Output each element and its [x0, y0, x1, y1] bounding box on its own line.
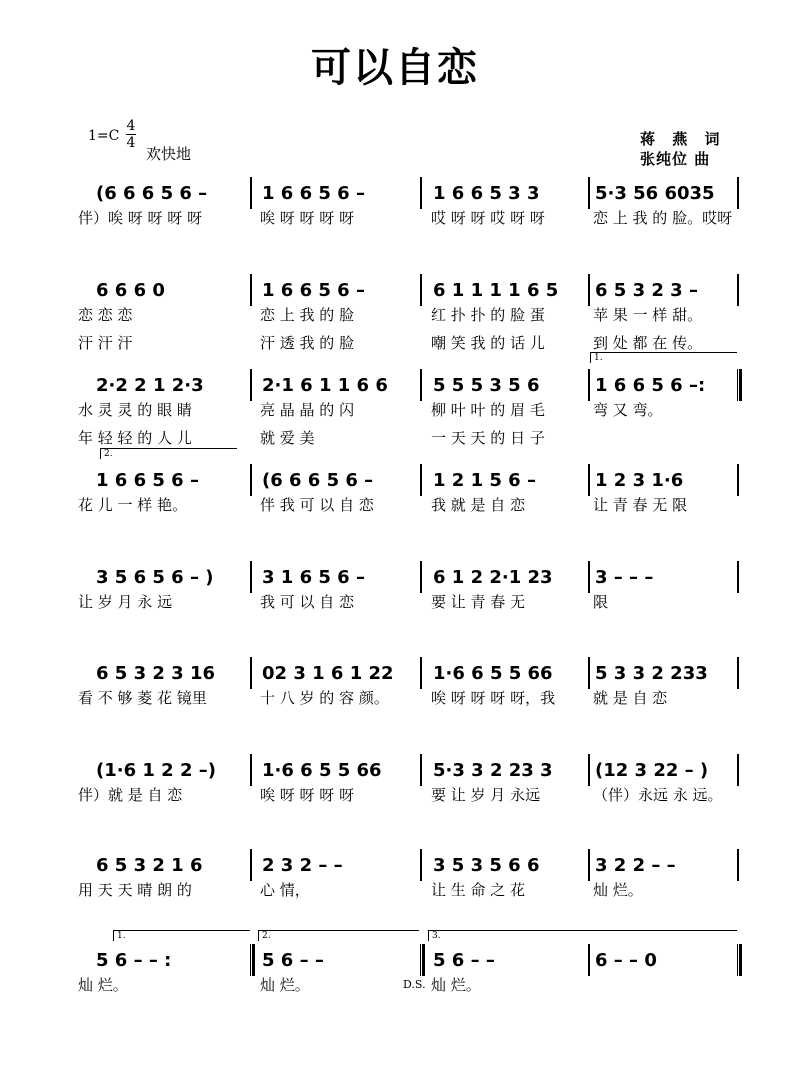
measure-notes: 02 3 1 6 1 22: [262, 663, 394, 684]
measure-notes: 1 6 6 5 6 –: [262, 280, 365, 301]
lyric-text: 让 生 命 之 花: [431, 881, 526, 899]
time-sig-top: 4: [126, 118, 136, 134]
lyric-text: 限: [593, 593, 609, 611]
time-sig-bottom: 4: [126, 135, 136, 151]
barline: [588, 754, 590, 786]
lyric-text: 灿 烂。: [431, 976, 481, 994]
lyric-text: 恋 上 我 的 脸。哎呀: [593, 209, 733, 227]
lyric-text: 灿 烂。: [78, 976, 128, 994]
measure-notes: 1·6 6 5 5 66: [262, 760, 382, 781]
measure-notes: (12 3 22 – ): [595, 760, 709, 781]
lyric-text: 让 岁 月 永 远: [78, 593, 173, 611]
barline: [420, 177, 422, 209]
barline: [588, 177, 590, 209]
lyric-text: 花 儿 一 样 艳。: [78, 496, 188, 514]
measure-notes: 6 5 3 2 3 –: [595, 280, 698, 301]
ds-mark: D.S.: [403, 978, 426, 991]
lyric-text: 就 爱 美: [260, 429, 315, 447]
measure-notes: 6 5 3 2 3 16: [96, 663, 216, 684]
measure-notes: 5 5 5 3 5 6: [433, 375, 540, 396]
lyric-text: 唉 呀 呀 呀 呀: [260, 786, 355, 804]
measure-notes: 5 6 – –: [262, 950, 324, 971]
barline: [737, 849, 739, 881]
lyric-text: 恋 恋 恋: [78, 306, 133, 324]
measure-notes: 5 6 – – :: [96, 950, 172, 971]
barline: [420, 369, 422, 401]
lyric-text: 唉 呀 呀 呀 呀: [260, 209, 355, 227]
measure-notes: 5 3 3 2 233: [595, 663, 708, 684]
double-barline: [737, 944, 742, 976]
measure-notes: 5·3 3 2 23 3: [433, 760, 553, 781]
lyric-text: 恋 上 我 的 脸: [260, 306, 355, 324]
lyric-text: 红 扑 扑 的 脸 蛋: [431, 306, 545, 324]
barline: [250, 657, 252, 689]
measure-notes: 1·6 6 5 5 66: [433, 663, 553, 684]
lyric-text: 要 让 岁 月 永远: [431, 786, 541, 804]
lyric-text: 年 轻 轻 的 人 儿: [78, 429, 192, 447]
lyric-text: 心 情，: [260, 881, 310, 899]
barline: [737, 754, 739, 786]
lyric-text: 弯 又 弯。: [593, 401, 663, 419]
volta-bracket: [590, 352, 737, 363]
barline: [737, 274, 739, 306]
barline: [737, 464, 739, 496]
lyric-text: 让 青 春 无 限: [593, 496, 688, 514]
tempo-marking: 欢快地: [146, 145, 192, 163]
barline: [588, 369, 590, 401]
barline: [737, 561, 739, 593]
lyric-text: 苹 果 一 样 甜。: [593, 306, 703, 324]
barline: [250, 754, 252, 786]
barline: [588, 944, 590, 976]
measure-notes: 3 5 3 5 6 6: [433, 855, 540, 876]
measure-notes: 6 1 2 2·1 23: [433, 567, 553, 588]
barline: [420, 274, 422, 306]
lyric-text: 到 处 都 在 传。: [593, 334, 703, 352]
volta-bracket: [100, 448, 237, 459]
measure-notes: 1 6 6 5 3 3: [433, 183, 540, 204]
lyric-text: 汗 汗 汗: [78, 334, 133, 352]
measure-notes: 1 2 1 5 6 –: [433, 470, 536, 491]
composer-credit: 张纯位 曲: [640, 150, 711, 168]
key-signature: 1=C: [88, 128, 120, 144]
barline: [420, 561, 422, 593]
barline: [250, 849, 252, 881]
lyric-text: 亮 晶 晶 的 闪: [260, 401, 355, 419]
measure-notes: 2 3 2 – –: [262, 855, 343, 876]
measure-notes: 5·3 56 6035: [595, 183, 715, 204]
lyric-text: 我 可 以 自 恋: [260, 593, 355, 611]
lyric-text: 水 灵 灵 的 眼 睛: [78, 401, 192, 419]
barline: [250, 274, 252, 306]
lyric-text: （伴）永远 永 远。: [593, 786, 723, 804]
measure-notes: 6 5 3 2 1 6: [96, 855, 203, 876]
barline: [250, 464, 252, 496]
barline: [737, 657, 739, 689]
barline: [250, 561, 252, 593]
lyric-text: 一 天 天 的 日 子: [431, 429, 545, 447]
barline: [250, 369, 252, 401]
lyric-text: 就 是 自 恋: [593, 689, 668, 707]
lyric-text: 柳 叶 叶 的 眉 毛: [431, 401, 545, 419]
measure-notes: (1·6 1 2 2 –): [96, 760, 216, 781]
volta-number: 1.: [594, 353, 603, 363]
lyric-text: 伴 我 可 以 自 恋: [260, 496, 374, 514]
lyric-text: 看 不 够 菱 花 镜里: [78, 689, 207, 707]
volta-number: 2.: [104, 449, 113, 459]
measure-notes: 1 6 6 5 6 –: [96, 470, 199, 491]
measure-notes: 6 6 6 0: [96, 280, 165, 301]
lyric-text: 哎 呀 呀 哎 呀 呀: [431, 209, 545, 227]
barline: [588, 464, 590, 496]
measure-notes: 1 2 3 1·6: [595, 470, 684, 491]
measure-notes: 3 2 2 – –: [595, 855, 676, 876]
measure-notes: 1 6 6 5 6 –:: [595, 375, 706, 396]
measure-notes: 2·1 6 1 1 6 6: [262, 375, 388, 396]
song-title: 可以自恋: [311, 45, 479, 91]
lyric-text: 灿 烂。: [260, 976, 310, 994]
lyric-text: 用 天 天 晴 朗 的: [78, 881, 192, 899]
barline: [420, 754, 422, 786]
lyricist-credit: 蒋 燕 词: [640, 130, 726, 148]
lyric-text: 嘲 笑 我 的 话 儿: [431, 334, 545, 352]
measure-notes: 3 1 6 5 6 –: [262, 567, 365, 588]
lyric-text: 我 就 是 自 恋: [431, 496, 526, 514]
measure-notes: 6 – – 0: [595, 950, 657, 971]
double-barline: [737, 369, 742, 401]
barline: [420, 464, 422, 496]
double-barline: [420, 944, 425, 976]
barline: [588, 561, 590, 593]
measure-notes: 5 6 – –: [433, 950, 495, 971]
barline: [420, 849, 422, 881]
volta-bracket: [428, 930, 737, 941]
lyric-text: 伴）就 是 自 恋: [78, 786, 183, 804]
lyric-text: 唉 呀 呀 呀 呀，我: [431, 689, 556, 707]
measure-notes: 3 5 6 5 6 – ): [96, 567, 214, 588]
barline: [420, 657, 422, 689]
measure-notes: (6 6 6 5 6 –: [262, 470, 374, 491]
lyric-text: 十 八 岁 的 容 颜。: [260, 689, 389, 707]
lyric-text: 汗 透 我 的 脸: [260, 334, 355, 352]
barline: [588, 657, 590, 689]
volta-number: 3.: [432, 931, 441, 941]
measure-notes: (6 6 6 5 6 –: [96, 183, 208, 204]
measure-notes: 3 – – –: [595, 567, 654, 588]
volta-number: 2.: [262, 931, 271, 941]
barline: [737, 177, 739, 209]
double-barline: [250, 944, 255, 976]
lyric-text: 伴）唉 呀 呀 呀 呀: [78, 209, 203, 227]
barline: [250, 177, 252, 209]
measure-notes: 6 1 1 1 1 6 5: [433, 280, 559, 301]
volta-bracket: [113, 930, 250, 941]
lyric-text: 灿 烂。: [593, 881, 643, 899]
measure-notes: 2·2 2 1 2·3: [96, 375, 204, 396]
measure-notes: 1 6 6 5 6 –: [262, 183, 365, 204]
volta-number: 1.: [117, 931, 126, 941]
volta-bracket: [258, 930, 419, 941]
time-signature: [126, 118, 136, 151]
lyric-text: 要 让 青 春 无: [431, 593, 526, 611]
barline: [588, 274, 590, 306]
barline: [588, 849, 590, 881]
